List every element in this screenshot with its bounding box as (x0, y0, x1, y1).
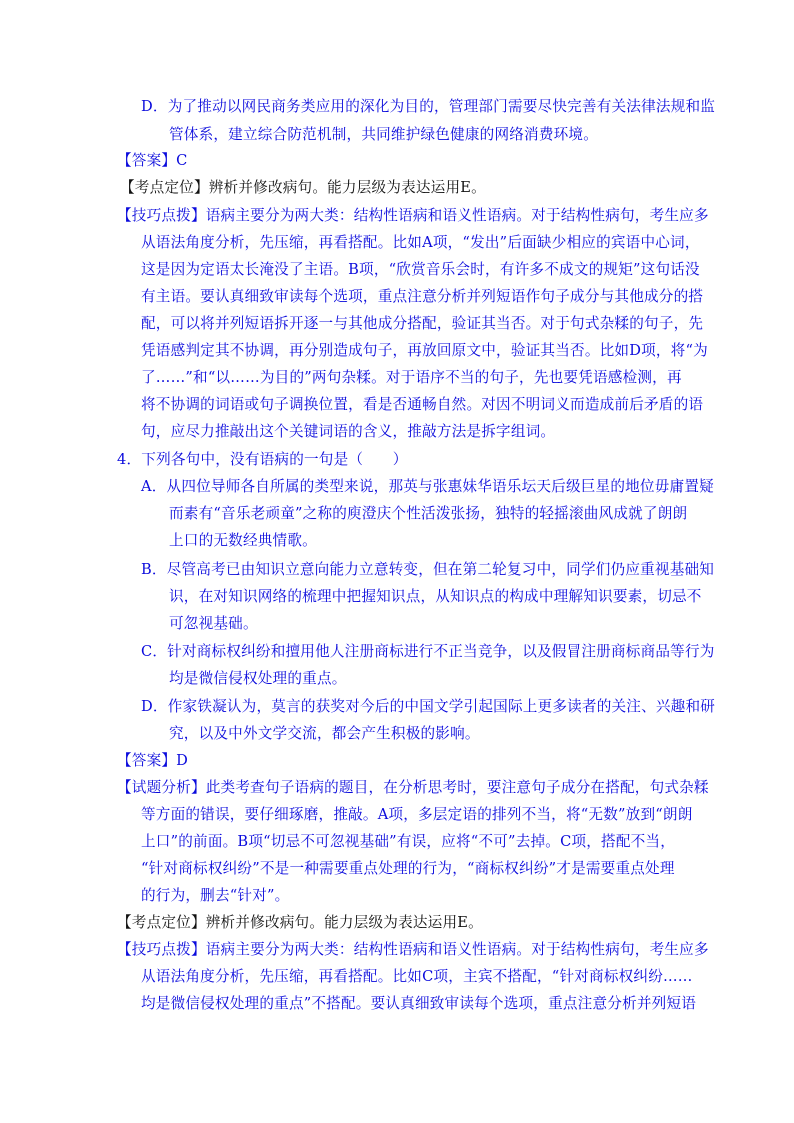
q4-option-d-line-1: D．作家铁凝认为，莫言的获奖对今后的中国文学引起国际上更多读者的关注、兴趣和研 (141, 698, 716, 715)
q4-fenxi-line-3: 上口”的前面。B项“切忌不可忽视基础”有误，应将“不可”去掉。C项，搭配不当， (141, 833, 675, 850)
q4-fenxi-line-2: 等方面的错误，要仔细琢磨，推敲。A项，多层定语的排列不当，将“无数”放到“朗朗 (141, 806, 693, 823)
q3-jiqiao-line-2: 从语法角度分析，先压缩，再看搭配。比如A项，“发出”后面缺少相应的宾语中心词， (141, 234, 700, 251)
q4-kaodian: 【考点定位】辨析并修改病句。能力层级为表达运用E。 (117, 914, 483, 931)
q4-fenxi-line-5: 的行为，删去“针对”。 (141, 887, 290, 904)
q3-option-d-line-2: 管体系，建立综合防范机制，共同维护绿色健康的网络消费环境。 (169, 126, 599, 143)
q3-jiqiao-line-9: 句，应尽力推敲出这个关键词语的含义，推敲方法是拆字组词。 (141, 423, 556, 440)
q3-jiqiao-line-4: 有主语。要认真细致审读每个选项，重点注意分析并列短语作句子成分与其他成分的搭 (141, 288, 704, 305)
q3-jiqiao-line-1: 【技巧点拨】语病主要分为两大类：结构性语病和语义性语病。对于结构性病句，考生应多 (117, 207, 709, 224)
q4-answer: 【答案】D (117, 752, 189, 769)
q3-jiqiao-line-6: 凭语感判定其不协调，再分别造成句子，再放回原文中，验证其当否。比如D项，将“为 (141, 342, 708, 359)
q4-option-b-line-2: 识，在对知识网络的梳理中把握知识点，从知识点的构成中理解知识要素，切忌不 (169, 588, 702, 605)
q4-option-a-line-2: 而素有“音乐老顽童”之称的庾澄庆个性活泼张扬，独特的轻摇滚曲风成就了朗朗 (169, 505, 688, 522)
q4-stem: 4．下列各句中，没有语病的一句是（ ） (117, 451, 408, 468)
q3-jiqiao-line-5: 配，可以将并列短语拆开逐一与其他成分搭配，验证其当否。对于句式杂糅的句子，先 (141, 315, 704, 332)
q3-option-d-line-1: D．为了推动以网民商务类应用的深化为目的，管理部门需要尽快完善有关法律法规和监 (141, 98, 716, 115)
q4-jiqiao-line-3: 均是微信侵权处理的重点”不搭配。要认真细致审读每个选项，重点注意分析并列短语 (141, 995, 697, 1012)
q4-option-b-line-1: B．尽管高考已由知识立意向能力立意转变，但在第二轮复习中，同学们仍应重视基础知 (141, 561, 715, 578)
q4-option-d-line-2: 究，以及中外文学交流，都会产生积极的影响。 (169, 725, 480, 742)
q3-kaodian: 【考点定位】辨析并修改病句。能力层级为表达运用E。 (120, 179, 486, 196)
q4-option-b-line-3: 可忽视基础。 (169, 615, 258, 632)
q4-fenxi-line-1: 【试题分析】此类考查句子语病的题目，在分析思考时，要注意句子成分在搭配，句式杂糅 (117, 779, 709, 796)
q3-jiqiao-line-3: 这是因为定语太长淹没了主语。B项，“欣赏音乐会时，有许多不成文的规矩”这句话没 (141, 261, 700, 278)
q3-answer: 【答案】C (117, 152, 188, 169)
q4-option-c-line-2: 均是微信侵权处理的重点。 (169, 670, 347, 687)
q4-fenxi-line-4: “针对商标权纠纷”不是一种需要重点处理的行为，“商标权纠纷”才是需要重点处理 (141, 860, 675, 877)
q4-jiqiao-line-2: 从语法角度分析，先压缩，再看搭配。比如C项，主宾不搭配，“针对商标权纠纷…… (141, 968, 693, 985)
q3-jiqiao-line-7: 了……”和“以……为目的”两句杂糅。对于语序不当的句子，先也要凭语感检测，再 (141, 369, 682, 386)
q4-option-a-line-1: A．从四位导师各自所属的类型来说，那英与张惠妹华语乐坛天后级巨星的地位毋庸置疑 (141, 478, 714, 495)
q4-jiqiao-line-1: 【技巧点拨】语病主要分为两大类：结构性语病和语义性语病。对于结构性病句，考生应多 (117, 941, 709, 958)
q4-option-c-line-1: C．针对商标权纠纷和擅用他人注册商标进行不正当竞争，以及假冒注册商标商品等行为 (141, 643, 715, 660)
q4-option-a-line-3: 上口的无数经典情歌。 (169, 532, 317, 549)
q3-jiqiao-line-8: 将不协调的词语或句子调换位置，看是否通畅自然。对因不明词义而造成前后矛盾的语 (141, 396, 704, 413)
